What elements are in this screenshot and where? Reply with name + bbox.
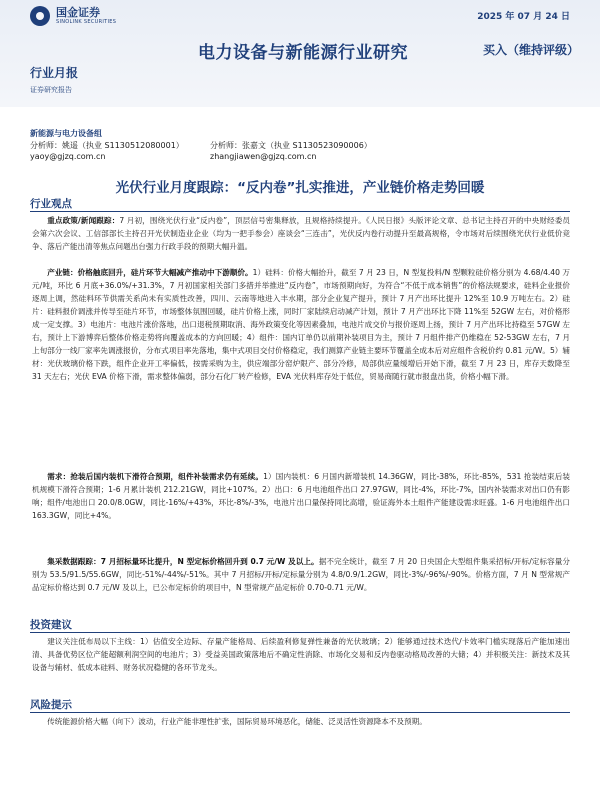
analyst-group: 新能源与电力设备组 xyxy=(30,129,102,138)
paragraph-lead: 产业链：价格触底回升，硅片环节大幅减产推动中下游顺价。 xyxy=(47,268,253,277)
section-divider xyxy=(30,211,570,212)
analyst-2-email[interactable]: zhangjiawen@gjzq.com.cn xyxy=(210,152,317,161)
paragraph-industry-chain xyxy=(32,266,570,383)
paragraph-lead: 集采数据跟踪：7 月招标量环比提升，N 型定标价格回升到 0.7 元/W 及以上。 xyxy=(47,557,319,566)
section-divider xyxy=(30,712,570,713)
paragraph-advice xyxy=(32,635,570,674)
paragraph-procurement xyxy=(32,555,570,594)
section-heading-risk: 风险提示 xyxy=(30,699,72,711)
logo-name-en: SINOLINK SECURITIES xyxy=(56,18,117,25)
analyst-1-email[interactable]: yaoy@gjzq.com.cn xyxy=(30,152,106,161)
section-heading-advice: 投资建议 xyxy=(30,619,72,631)
paragraph-demand xyxy=(32,470,570,522)
paragraph-text: 据不完全统计，截至 7 月 20 日央国企大型组件集采招标/开标/定标容量分别为 53.5/91.5/55.6GW，同比-51%/-44%/-51%。其中 7 月招标/开标/定标量分别为 4.8/0.9/1.2GW，同比-3%/-96%/-90%。价格方面，7 月 N 型常规产品定标价格达到 0.7 元/W 及以上，已公布定标价的项目中，N 型常规产品定标价 0.70-0.71 元/W。 xyxy=(32,557,570,592)
rating-badge: 买入（维持评级） xyxy=(483,43,580,57)
logo-icon xyxy=(30,6,50,26)
section-divider xyxy=(30,632,570,633)
company-logo xyxy=(30,6,116,26)
analyst-1-name: 分析师：姚遥（执业 S1130512080001） xyxy=(30,140,184,150)
report-title: 光伏行业月度跟踪：“反内卷”扎实推进，产业链价格走势回暖 xyxy=(115,180,485,196)
paragraph-lead: 重点政策/新闻跟踪： xyxy=(47,216,120,225)
paragraph-text: 传统能源价格大幅（向下）波动，行业产能非理性扩张，国际贸易环境恶化，储能、泛灵活性资源降本不及预期。 xyxy=(47,717,427,726)
paragraph-policy xyxy=(32,214,570,253)
analyst-2-name: 分析师：张嘉文（执业 S1130523090006） xyxy=(210,140,372,150)
paragraph-risk xyxy=(32,715,570,728)
paragraph-text: 1）国内装机：6 月国内新增装机 14.36GW，同比-38%，环比-85%，531 抢装结束后装机规模下滑符合预期；1-6 月累计装机 212.21GW，同比+107%。2）出口：6 月电池组件出口 27.97GW，同比-4%，环比-7%，国内补装需求对出口仍有影响；组件/电池出口 20.0/8.0GW，同比-16%/+43%，环比-8%/-3%，电池片出口量保持同比高增，验证海外本土组件产能建设需求旺盛。1-6 月电池组件出口 163.3GW，同比+4%。 xyxy=(32,472,571,520)
report-category-sub: 证券研究报告 xyxy=(30,86,72,94)
analyst-block xyxy=(30,128,372,163)
industry-title: 电力设备与新能源行业研究 xyxy=(198,43,408,63)
paragraph-text: 1）硅料：价格大幅抬升，截至 7 月 23 日，N 型复投料/N 型颗粒硅价格分别为 4.68/4.40 万元/吨，环比 6 月底+36.0%/+31.3%，7 月初国家相关部门多措并举推进“反内卷”，市场预期向好，为符合“不低于成本销售”的价格法规要求，硅料企业报价逐周上调，然硅料环节供需关系尚未有实质性改善，四川、云南等地进入丰水期，部分企业复产提升，预计 7 月产出环比提升 12%至 10.9 万吨左右。2）硅片：硅料报价调涨并传导至硅片环节，市场整体氛围回暖，硅片价格上涨，同时厂家陆续启动减产计划，预计 7 月产出环比下降 11%至 52GW 左右，对价格形成一定支撑。3）电池片：电池片涨价落地，出口退税预期取消、海外政策变化等因素叠加，电池片成交价与报价逐周上扬，预计 7 月产出环比持稳至 57GW 左右，预计上下游博弈后整体价格走势将向覆盖成本的方向回暖；4）组件：国内订单仍以前期补装项目为主，预计 7 月组件排产仍维稳在 52-53GW 左右，7 月上旬部分一线厂家率先调涨报价，分布式项目率先落地，集中式项目交付价格稳定，我们测算产业链主要环节覆盖全成本后对应组件含税价约 0.81 元/W。5）辅材：光伏玻璃价格下跌，组件企业开工率偏低，按需采购为主，供应端部分窑炉限产、部分冷修，局部供应量缓增后开始下滑，截至 7 月 23 日，库存天数降至 31 天左右；光伏 EVA 价格下滑，需求整体偏弱，部分石化厂转产检修，EVA 光伏料库存处于低位，贸易商随行就市报盘出货，价格小幅下滑。 xyxy=(32,268,570,381)
report-date: 2025 年 07 月 24 日 xyxy=(477,12,570,22)
paragraph-text: 7 月初，围绕光伏行业“反内卷”，顶层信号密集释放，且规格持续提升。《人民日报》头版评论文章、总书记主持召开的中央财经委员会第六次会议、工信部部长主持召开光伏制造业企业（均为一把手参会）座谈会“三连击”，光伏反内卷行动提升至最高规格，令市场对后续围绕光伏行业低价竞争、落后产能出清等焦点问题出台强力行政手段的预期大幅升温。 xyxy=(32,216,570,251)
section-heading-view: 行业观点 xyxy=(30,198,72,210)
paragraph-text: 建议关注低布局以下主线：1）估值安全边际、存量产能格局、后续盈利修复弹性兼备的光伏玻璃；2）能够通过技术迭代/卡效率门槛实现落后产能加速出清、具备优势区位产能超额利润空间的电池片；3）受益美国政策落地后不确定性消除、市场化交易和反内卷驱动格局改善的大储；4）并积极关注：新技术及其设备与辅材、低成本硅料、财务状况稳健的各环节龙头。 xyxy=(32,637,570,672)
report-category: 行业月报 xyxy=(30,66,79,80)
paragraph-lead: 需求：抢装后国内装机下滑符合预期，组件补装需求仍有延续。 xyxy=(47,472,264,481)
logo-name-cn: 国金证券 xyxy=(56,5,100,19)
